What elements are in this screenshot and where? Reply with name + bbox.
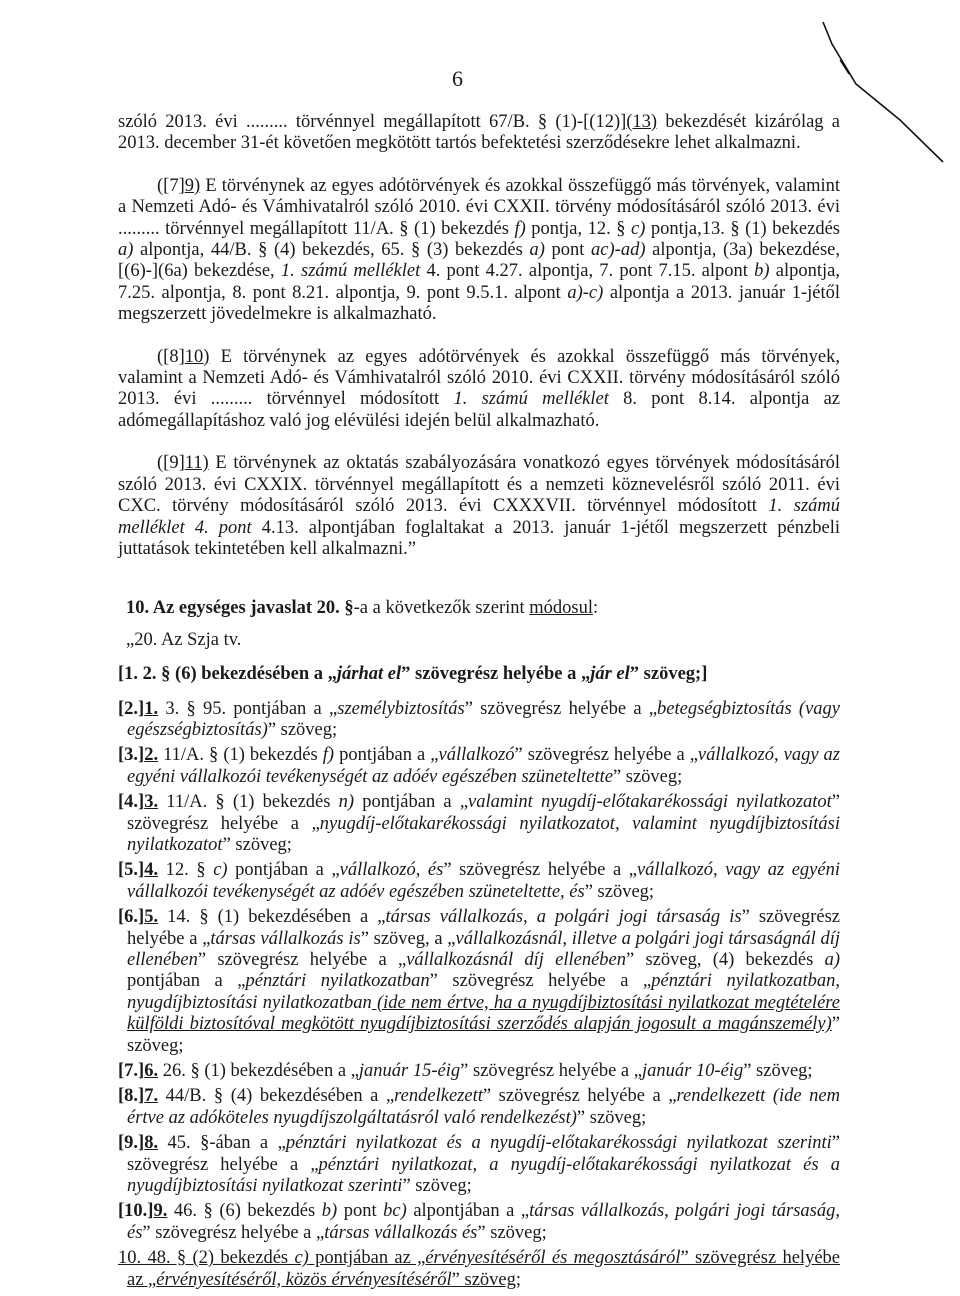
list-item-8: [8.]7. 44/B. § (4) bekezdésében a „rendelkezett” szövegrész helyébe a „rendelkezett (ide nem értve az adóköteles nyugdíjszolgáltatásról való rendelkezést)” szöveg; (118, 1086, 840, 1128)
page-number: 6 (452, 66, 463, 91)
list-item-2: [2.]1. 3. § 95. pontjában a „személybiztosítás” szövegrész helyébe a „betegségbiztosítás (vagy egészségbiztosítás)” szöveg; (118, 698, 841, 740)
document-body (118, 112, 840, 1291)
paragraph-9-11: ([9]11) E törvénynek az oktatás szabályozására vonatkozó egyes törvények módosításáról szóló 2013. évi CXXIX. törvénnyel megállapított és a nemzeti köznevelésről szóló 2011. évi CXC. törvény módosításáról szóló 2013. évi CXXXVII. törvénnyel módosított 1. számú melléklet 4. pont 4.13. alpontjában foglaltakat a 2013. január 1-jétől megszerzett pénzbeli juttatások tekintetében kell alkalmazni.” (118, 453, 841, 559)
list-item-5: [5.]4. 12. § c) pontjában a „vállalkozó, és” szövegrész helyébe a „vállalkozó, vagy az egyéni vállalkozói tevékenységét az adóév egészében szüneteltette, és” szöveg; (118, 860, 840, 902)
paragraph-continuation: szóló 2013. évi ......... törvénnyel megállapított 67/B. § (1)-[(12)](13) bekezdését kizárólag a 2013. december 31-ét követően megkötött tartós befektetési szerződésekre lehet alkalmazni. (118, 112, 840, 154)
list-item-1: [1. 2. § (6) bekezdésében a „járhat el” szövegrész helyébe a „jár el” szöveg;] (118, 664, 708, 685)
list-item-3: [3.]2. 11/A. § (1) bekezdés f) pontjában a „vállalkozó” szövegrész helyébe a „vállalkozó, vagy az egyéni vállalkozói tevékenységét az adóév egészében szüneteltette” szöveg; (118, 745, 840, 787)
list-item-6: [6.]5. 14. § (1) bekezdésében a „társas vállalkozás, a polgári jogi társaság is” szövegrész helyébe a „társas vállalkozás is” szöveg, a „vállalkozásnál, illetve a polgári jogi társaságnál díj ellenében” szövegrész helyébe a „vállalkozásnál díj ellenében” szöveg, (4) bekezdés a) pontjában a „pénztári nyilatkozatban” szövegrész helyébe a „pénztári nyilatkozatban, nyugdíjbiztosítási nyilatkozatban (ide nem értve, ha a nyugdíjbiztosítási nyilatkozat megtételére külföldi biztosítóval megkötött nyugdíjbiztosítási szerződés alapján jogosult a magánszemély)” szöveg; (118, 907, 841, 1056)
section-20-title: „20. Az Szja tv. (126, 629, 242, 650)
list-item-4: [4.]3. 11/A. § (1) bekezdés n) pontjában a „valamint nyugdíj-előtakarékossági nyilatkozatot” szövegrész helyébe a „nyugdíj-előtakarékossági nyilatkozatot, valamint nyugdíjbiztosítási nyilatkozatot” szöveg; (118, 792, 840, 855)
list-item-11-inserted: 10. 48. § (2) bekezdés c) pontjában az „érvényesítéséről és megosztásáról” szövegrész helyébe az „érvényesítéséről, közös érvényesítéséről” szöveg; (118, 1248, 840, 1290)
amendment-heading-10: 10. Az egységes javaslat 20. §-a a következők szerint módosul: (126, 598, 599, 619)
list-item-9: [9.]8. 45. §-ában a „pénztári nyilatkozat és a nyugdíj-előtakarékossági nyilatkozat szerinti” szövegrész helyébe a „pénztári nyilatkozat, a nyugdíj-előtakarékossági nyilatkozat és a nyugdíjbiztosítási nyilatkozat szerinti” szöveg; (118, 1133, 840, 1197)
paragraph-7-9: ([7]9) E törvénynek az egyes adótörvények és azokkal összefüggő más törvények, valamint a Nemzeti Adó- és Vámhivatalról szóló 2010. évi CXXII. törvény módosításáról szóló 2013. évi ......... törvénnyel megállapított 11/A. § (1) bekezdés f) pontja, 12. § c) pontja,13. § (1) bekezdés a) alpontja, 44/B. § (4) bekezdés, 65. § (3) bekezdés a) pont ac)-ad) alpontja, (3a) bekezdése, [(6)-](6a) bekezdése, 1. számú melléklet 4. pont 4.27. alpontja, 7. pont 7.15. alpont b) alpontja, 7.25. alpontja, 8. pont 8.21. alpontja, 9. pont 9.5.1. alpont a)-c) alpontja a 2013. január 1-jétől megszerzett jövedelmekre is alkalmazható. (118, 175, 841, 325)
list-item-10: [10.]9. 46. § (6) bekezdés b) pont bc) alpontjában a „társas vállalkozás, polgári jogi társaság, és” szövegrész helyébe a „társas vállalkozás és” szöveg; (118, 1201, 840, 1243)
paragraph-8-10: ([8]10) E törvénynek az egyes adótörvények és azokkal összefüggő más törvények, valamint a Nemzeti Adó- és Vámhivatalról szóló 2010. évi CXXII. törvény módosításáról szóló 2013. évi ......... törvénnyel módosított 1. számú melléklet 8. pont 8.14. alpontja az adómegállapításhoz való jog elévülési idején belül alkalmazható. (118, 346, 840, 431)
list-item-7: [7.]6. 26. § (1) bekezdésében a „január 15-éig” szövegrész helyébe a „január 10-éig” szöveg; (118, 1061, 813, 1082)
